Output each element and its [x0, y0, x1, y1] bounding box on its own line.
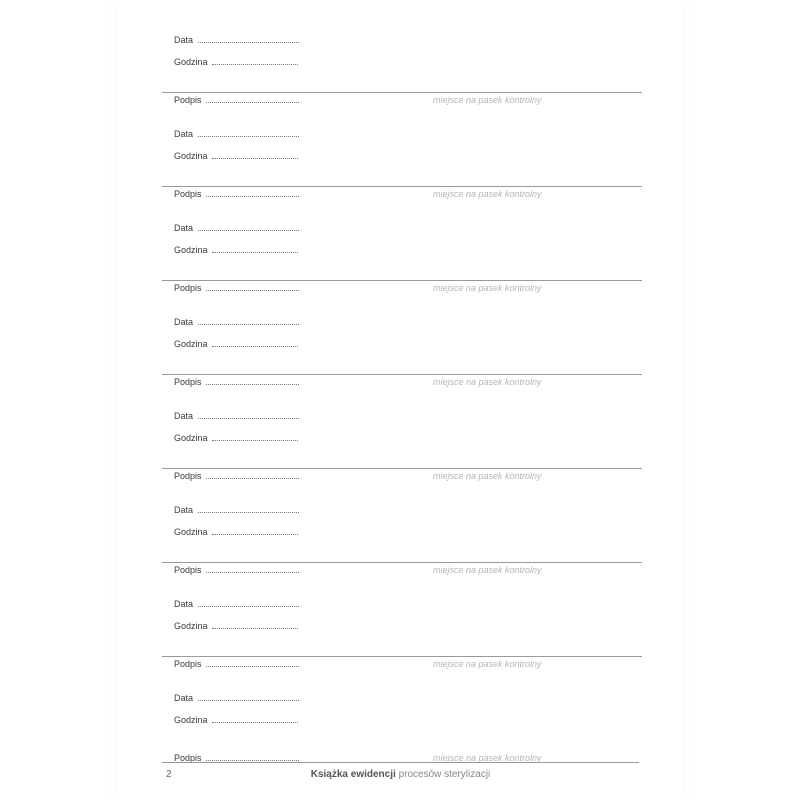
control-strip-placeholder: miejsce na pasek kontrolny: [433, 659, 542, 669]
log-entry: [162, 470, 642, 575]
godzina-field: [174, 245, 298, 255]
control-strip-placeholder: miejsce na pasek kontrolny: [433, 471, 542, 481]
godzina-field: [174, 339, 298, 349]
data-field: [174, 317, 299, 327]
godzina-fill-line: [212, 245, 298, 253]
footer-title-bold: Książka ewidencji: [310, 769, 396, 780]
control-strip-placeholder: miejsce na pasek kontrolny: [433, 95, 542, 105]
data-fill-line: [198, 129, 299, 137]
log-entry: [162, 94, 642, 199]
data-field: [174, 411, 299, 421]
data-label: Data: [174, 693, 194, 703]
data-fill-line: [198, 599, 299, 607]
data-label: Data: [174, 317, 194, 327]
podpis-label: Podpis: [174, 659, 202, 669]
data-fill-line: [198, 317, 299, 325]
godzina-fill-line: [212, 715, 298, 723]
log-entry: [162, 658, 642, 763]
podpis-label: Podpis: [174, 753, 202, 763]
data-fill-line: [198, 223, 299, 231]
godzina-fill-line: [212, 151, 298, 159]
log-entry: [162, 0, 642, 105]
entry-list: [162, 0, 642, 763]
godzina-field: [174, 527, 298, 537]
podpis-label: Podpis: [174, 189, 202, 199]
godzina-fill-line: [212, 527, 298, 535]
godzina-field: [174, 151, 298, 161]
godzina-fill-line: [212, 339, 298, 347]
data-field: [174, 129, 299, 139]
log-entry: [162, 564, 642, 669]
data-field: [174, 223, 299, 233]
data-field: [174, 599, 299, 609]
control-strip-placeholder: miejsce na pasek kontrolny: [433, 377, 542, 387]
control-strip-placeholder: miejsce na pasek kontrolny: [433, 565, 542, 575]
podpis-label: Podpis: [174, 565, 202, 575]
data-label: Data: [174, 411, 194, 421]
godzina-label: Godzina: [174, 715, 208, 725]
log-entry: [162, 282, 642, 387]
godzina-label: Godzina: [174, 339, 208, 349]
data-fill-line: [198, 411, 299, 419]
footer-title: [162, 769, 639, 780]
data-label: Data: [174, 505, 194, 515]
godzina-field: [174, 621, 298, 631]
data-fill-line: [198, 35, 299, 43]
log-entry: [162, 188, 642, 293]
footer-title-rest: procesów sterylizacji: [398, 769, 491, 780]
data-label: Data: [174, 129, 194, 139]
data-fill-line: [198, 693, 299, 701]
control-strip-placeholder: miejsce na pasek kontrolny: [433, 283, 542, 293]
godzina-field: [174, 715, 298, 725]
control-strip-placeholder: miejsce na pasek kontrolny: [433, 189, 542, 199]
data-label: Data: [174, 223, 194, 233]
podpis-fill-line: [206, 753, 299, 761]
control-strip-placeholder: miejsce na pasek kontrolny: [433, 753, 542, 763]
data-fill-line: [198, 505, 299, 513]
data-field: [174, 35, 299, 45]
godzina-fill-line: [212, 433, 298, 441]
data-field: [174, 693, 299, 703]
podpis-label: Podpis: [174, 283, 202, 293]
data-field: [174, 505, 299, 515]
podpis-label: Podpis: [174, 471, 202, 481]
page-footer: [162, 762, 639, 787]
page-number: 2: [166, 769, 172, 780]
godzina-label: Godzina: [174, 245, 208, 255]
godzina-label: Godzina: [174, 57, 208, 67]
godzina-label: Godzina: [174, 527, 208, 537]
godzina-fill-line: [212, 621, 298, 629]
godzina-label: Godzina: [174, 433, 208, 443]
godzina-fill-line: [212, 57, 298, 65]
podpis-label: Podpis: [174, 377, 202, 387]
log-entry: [162, 376, 642, 481]
data-label: Data: [174, 599, 194, 609]
podpis-label: Podpis: [174, 95, 202, 105]
godzina-label: Godzina: [174, 621, 208, 631]
godzina-field: [174, 433, 298, 443]
godzina-field: [174, 57, 298, 67]
godzina-label: Godzina: [174, 151, 208, 161]
data-label: Data: [174, 35, 194, 45]
